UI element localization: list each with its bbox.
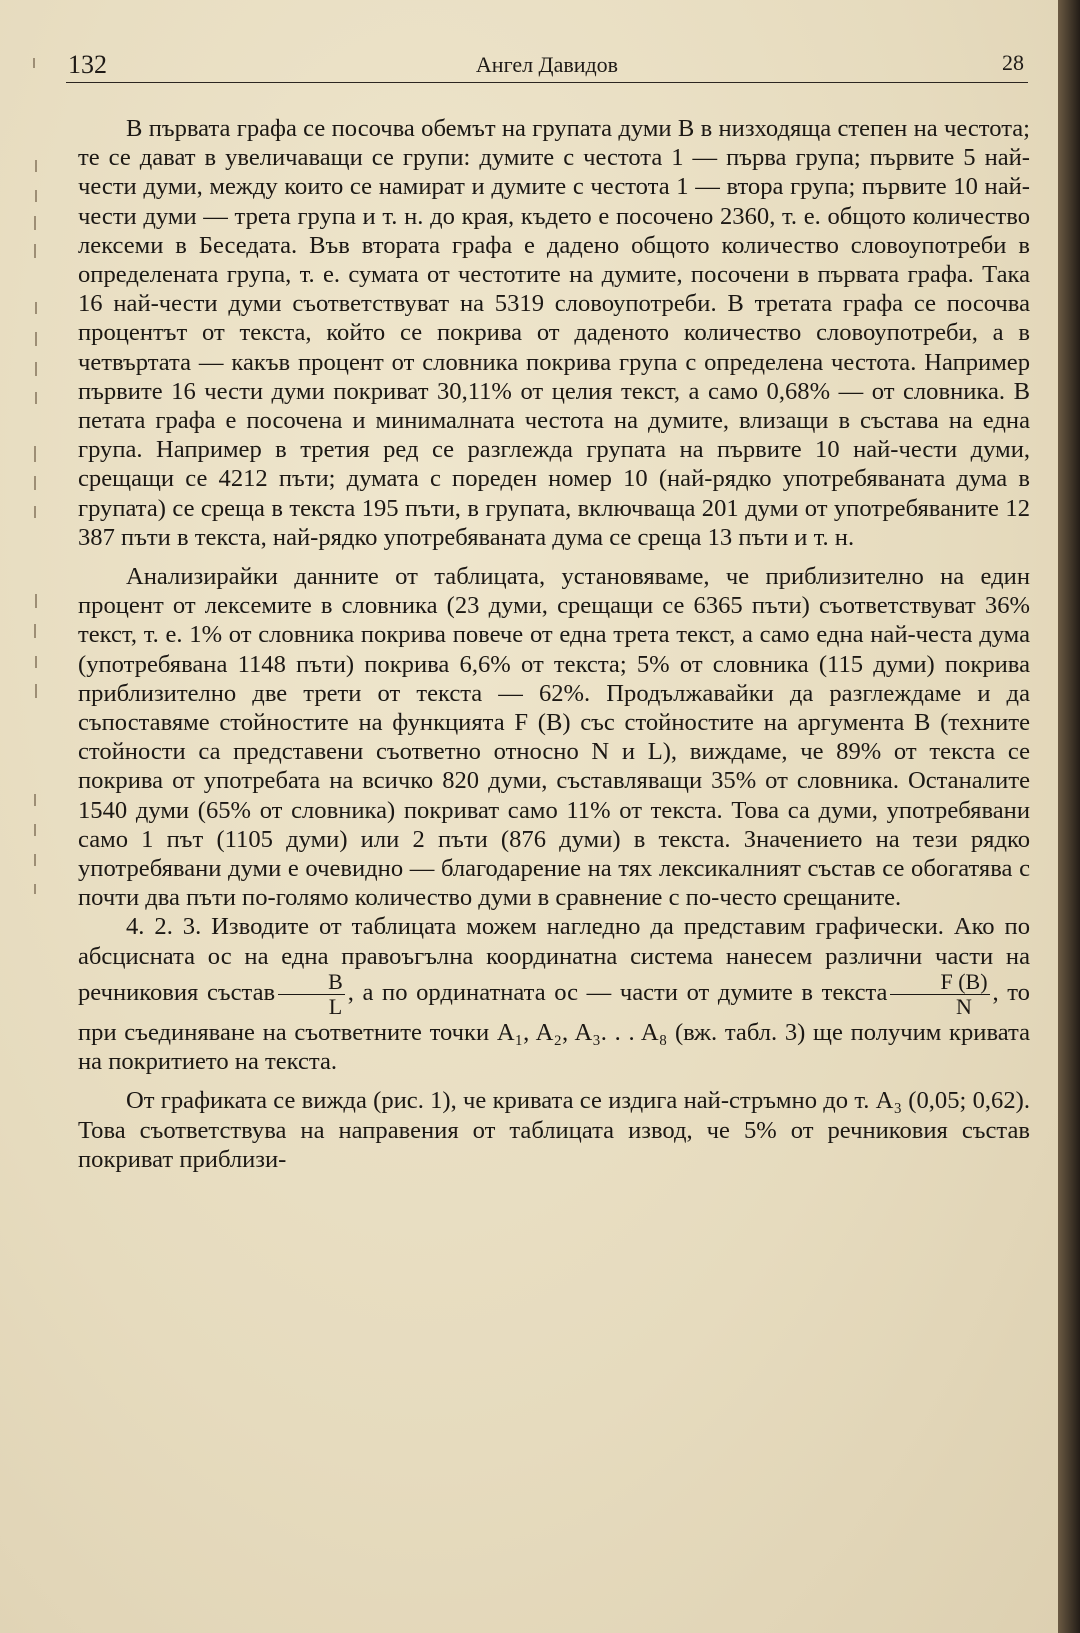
running-header: [66, 50, 1028, 83]
paragraph-1: В първата графа се посочва обемът на групата думи В в низходяща степен на честота; те се дават в увеличаващи се групи: думите с честота 1 — първа група; първите 5 най-чести думи, между които се намират и думите с честота 1 — втора група; първите 10 най-чести думи — трета група и т. н. до края, където е посочено 2360, т. е. общото количество лексеми в Беседата. Във втората графа е дадено общото количество словоупотреби в определената група, т. е. сумата от честотите на думите, посочени в първата графа. Така 16 най-чести думи съответствуват на 5319 словоупотреби. В третата графа се посочва процентът от текста, който се покрива от даденото количество словоупотреби, а в четвъртата — какъв процент от словника покрива група с определена честота. Например първите 16 чести думи покриват 30,11% от целия текст, а само 0,68% — от словника. В петата графа е посочена и минималната честота на думите, влизащи в състава на една група. Например в третия ред се разглежда групата на първите 10 най-чести думи, срещащи се 4212 пъти; думата с пореден номер 10 (най-рядко употребяваната дума в групата) се среща в текста 195 пъти, в групата, включваща 201 думи от употребяваните 12 387 пъти в текста, най-рядко употребяваната дума се среща 13 пъти и т. н.: [78, 115, 1030, 551]
paragraph-3: [78, 912, 1030, 1076]
paragraph-3-part-3: , то при съединяване на съответните точки A₁, A₂, A₃. . . A₈ (вж. табл. 3) ще получим кривата на покритието на текста.: [78, 979, 1030, 1076]
fraction-numerator: F (B): [890, 971, 989, 995]
paragraph-3-part-1: 4. 2. 3. Изводите от таблицата можем нагледно да представим графически. Ако по абсцисната ос на една правоъгълна координатна система нанесем различни части на речниковия състав: [78, 913, 1030, 1007]
body-text: [78, 114, 1030, 1174]
margin-pencil-marks: [0, 0, 40, 1633]
paragraph-2: Анализирайки данните от таблицата, установяваме, че приблизително на един процент от лексемите в словника (23 думи, срещащи се 6365 пъти) съответствуват 36% текст, т. е. 1% от словника покрива повече от една трета текст, а само една най-честа дума (употребявана 1148 пъти) покрива 6,6% от текста; 5% от словника (115 думи) покрива приблизително две трети от текста — 62%. Продължавайки да разглеждаме и да съпоставяме стойностите на функцията F (B) със стойностите на аргумента В (техните стойности са представени съответно относно N и L), виждаме, че 89% от текста се покрива от употребата на всичко 820 думи, съставляващи 35% от словника. Останалите 1540 думи (65% от словника) покриват само 11% от текста. Това са думи, употребявани само 1 път (1105 думи) или 2 пъти (876 думи) в текста. Значението на тези рядко употребявани думи е очевидно — благодарение на тях лексикалният състав се обогатява с почти два пъти по-голямо количество думи в сравнение с по-често срещаните.: [78, 563, 1030, 912]
book-spine-shadow: [1058, 0, 1080, 1633]
fraction-denominator: L: [328, 993, 343, 1019]
paragraph-4: От графиката се вижда (рис. 1), че кривата се издига най-стръмно до т. A₃ (0,05; 0,62). Това съответствува на направения от таблицата извод, че 5% от речниковия състав покриват приблизи-: [78, 1087, 1030, 1173]
fraction-denominator: N: [956, 993, 972, 1019]
fraction-fb-over-n: [890, 968, 989, 1019]
fraction-b-over-l: [278, 968, 345, 1019]
section-number: 28: [1002, 50, 1024, 75]
paragraph-3-part-2: , а по ординатната ос — части от думите в текста: [347, 979, 888, 1007]
fraction-numerator: B: [278, 971, 345, 995]
running-title: Ангел Давидов: [475, 52, 619, 77]
page-number: 132: [68, 50, 107, 79]
